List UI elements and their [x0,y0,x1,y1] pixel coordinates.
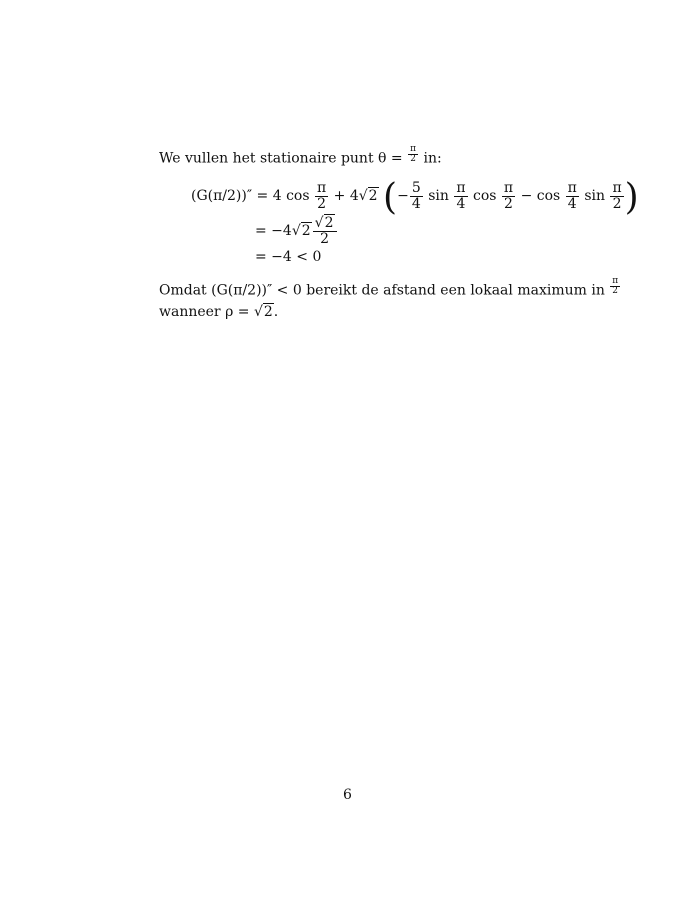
intro-text: We vullen het stationaire punt θ = [159,150,408,167]
equation-line-1: (G(π/2))″ = 4 cos $\frac{\pi}{2}$ + 4√2 (− $\frac{5}{4}$ sin $\frac{\pi}{4}$ cos $\frac{\pi}{2}$ − cos $\frac{\pi}{4}$ sin $\frac{\pi}{2}$ ) [191,177,639,218]
fraction: $\frac{\pi}{4}$ [567,179,577,212]
left-paren: ( [383,177,398,218]
sqrt-symbol: √2 [358,188,378,204]
sqrt-symbol: √2 [291,223,311,240]
fraction: $\frac{\pi}{2}$ [316,179,327,212]
right-paren: ) [624,177,639,218]
fraction: $\frac{√2}{2}$ [313,216,337,246]
fraction: $\frac{5}{4}$ [411,179,421,212]
intro-sentence [159,145,442,166]
page-number: 6 [343,787,352,803]
conclusion-paragraph: Omdat (G(π/2))″ < 0 bereikt de afstand een lokaal maximum in $\frac{\pi}{2}$ wanneer ρ = √2. [159,277,579,324]
equation-line-2: = −4√2 $\frac{√2}{2}$ [255,216,338,246]
fraction: $\frac{\pi}{2}$ [612,179,622,212]
theta-value-fraction: $\frac{\pi}{2}$ [410,144,417,165]
fraction: $\frac{\pi}{4}$ [456,179,466,212]
equation-line-3: = −4 < 0 [255,249,322,265]
intro-suffix: in: [419,150,442,167]
sqrt-symbol: √2 [253,304,273,321]
fraction: $\frac{\pi}{2}$ [612,276,619,297]
fraction: $\frac{\pi}{2}$ [503,179,514,212]
